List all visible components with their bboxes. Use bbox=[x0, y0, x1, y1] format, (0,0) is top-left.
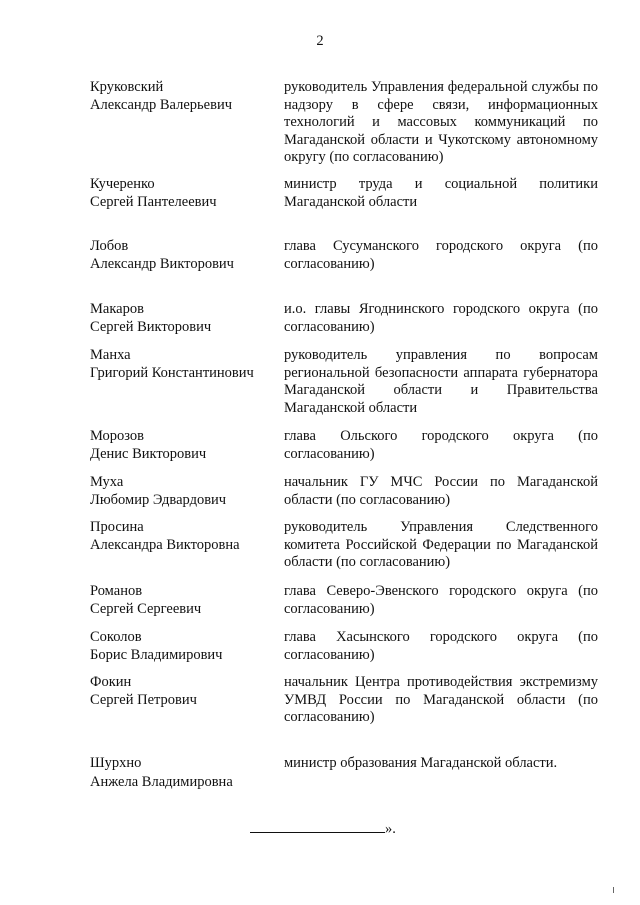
member-name bbox=[90, 629, 275, 664]
member-surname: Просина bbox=[90, 519, 144, 535]
member-name bbox=[90, 79, 275, 114]
closing-quote: ». bbox=[385, 821, 396, 837]
member-role: начальник ГУ МЧС России по Магаданской области (по согласованию) bbox=[284, 474, 598, 508]
member-given-names: Александр Викторович bbox=[90, 255, 234, 272]
member-given-names: Сергей Петрович bbox=[90, 691, 197, 708]
member-role: глава Сусуманского городского округа (по согласованию) bbox=[284, 238, 598, 272]
closing-line bbox=[250, 820, 396, 839]
member-surname: Шурхно bbox=[90, 755, 142, 771]
member-role: глава Северо-Эвенского городского округа (по согласованию) bbox=[284, 583, 598, 617]
member-role: глава Хасынского городского округа (по согласованию) bbox=[284, 629, 598, 663]
member-surname: Морозов bbox=[90, 428, 145, 444]
member-role: руководитель управления по вопросам региональной безопасности аппарата губернатора Магаданской области и Правительства Магаданской области bbox=[284, 347, 598, 416]
member-surname: Круковский bbox=[90, 79, 164, 95]
member-given-names: Анжела Владимировна bbox=[90, 773, 233, 790]
member-surname: Кучеренко bbox=[90, 176, 155, 192]
member-role: и.о. главы Ягоднинского городского округа (по согласованию) bbox=[284, 301, 598, 335]
member-name bbox=[90, 238, 275, 273]
member-surname: Макаров bbox=[90, 301, 144, 317]
member-role: руководитель Управления федеральной службы по надзору в сфере связи, информационных технологий и массовых коммуникаций по Магаданской области и Чукотскому автономному округу (по согласованию) bbox=[284, 79, 598, 165]
member-surname: Фокин bbox=[90, 674, 132, 690]
member-role: начальник Центра противодействия экстремизму УМВД России по Магаданской области (по согласованию) bbox=[284, 674, 598, 725]
member-role: министр образования Магаданской области. bbox=[284, 755, 558, 771]
signature-rule bbox=[250, 820, 385, 833]
member-given-names: Александра Викторовна bbox=[90, 536, 240, 553]
member-surname: Соколов bbox=[90, 629, 142, 645]
member-role: глава Ольского городского округа (по согласованию) bbox=[284, 428, 598, 462]
member-role: министр труда и социальной политики Магаданской области bbox=[284, 176, 598, 210]
member-name bbox=[90, 755, 275, 791]
member-role: руководитель Управления Следственного комитета Российской Федерации по Магаданской области (по согласованию) bbox=[284, 519, 598, 570]
member-given-names: Любомир Эдвардович bbox=[90, 491, 227, 508]
member-name bbox=[90, 347, 275, 382]
member-given-names: Сергей Сергеевич bbox=[90, 600, 202, 617]
scan-tick-mark bbox=[613, 887, 618, 893]
member-surname: Романов bbox=[90, 583, 143, 599]
member-given-names: Александр Валерьевич bbox=[90, 96, 232, 113]
member-given-names: Борис Владимирович bbox=[90, 646, 223, 663]
member-given-names: Сергей Викторович bbox=[90, 318, 212, 335]
page-number: 2 bbox=[316, 33, 324, 49]
member-given-names: Сергей Пантелеевич bbox=[90, 193, 217, 210]
member-name bbox=[90, 301, 275, 336]
member-surname: Муха bbox=[90, 474, 124, 490]
member-given-names: Григорий Константинович bbox=[90, 364, 254, 381]
member-name bbox=[90, 428, 275, 463]
member-surname: Лобов bbox=[90, 238, 129, 254]
member-given-names: Денис Викторович bbox=[90, 445, 207, 462]
member-name bbox=[90, 674, 275, 709]
member-name bbox=[90, 583, 275, 618]
member-name bbox=[90, 176, 275, 211]
member-surname: Манха bbox=[90, 347, 131, 363]
member-name bbox=[90, 519, 275, 554]
member-name bbox=[90, 474, 275, 509]
